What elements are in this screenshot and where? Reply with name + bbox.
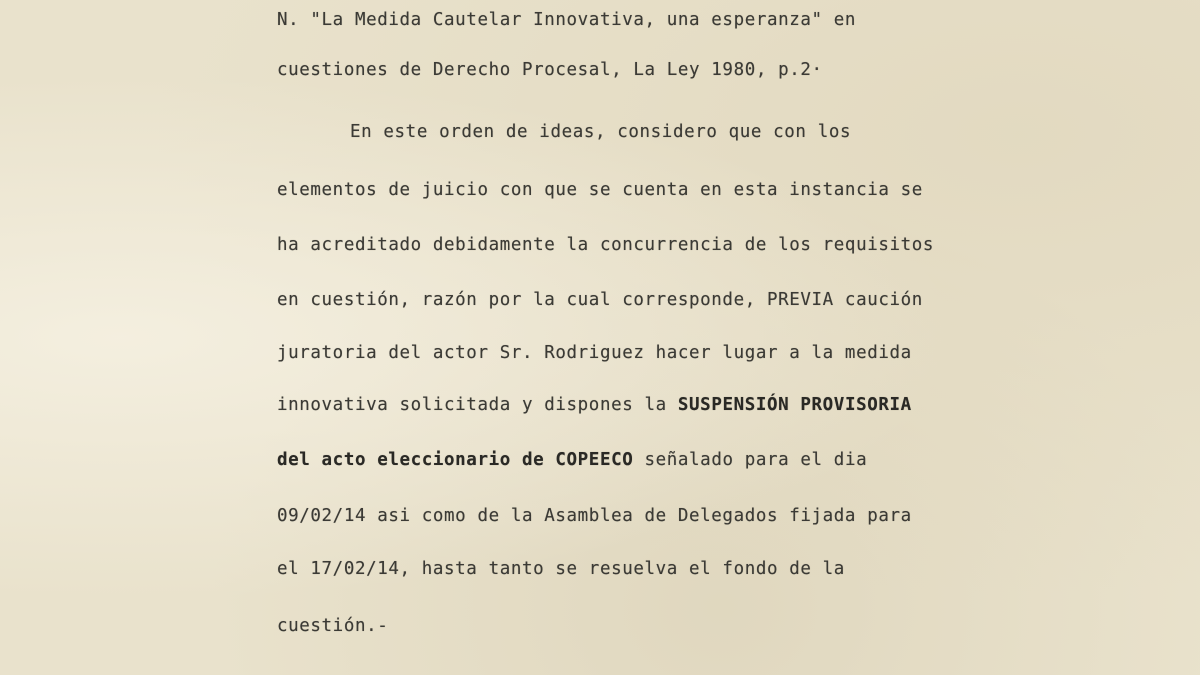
text-line: 09/02/14 asi como de la Asamblea de Delegados fijada para (277, 506, 912, 526)
text-segment: innovativa solicitada y dispones la (277, 395, 667, 415)
bold-emphasis: del acto eleccionario de COPEECO (277, 450, 634, 470)
text-line-with-bold (277, 393, 1149, 417)
text-line: elementos de juicio con que se cuenta en esta instancia se (277, 180, 923, 200)
text-line: N. "La Medida Cautelar Innovativa, una esperanza" en (277, 10, 857, 30)
text-line-with-bold (277, 448, 1149, 472)
text-line: cuestión.- (277, 616, 389, 636)
text-line: cuestiones de Derecho Procesal, La Ley 1980, p.2· (277, 60, 823, 80)
paragraph-first-line: En este orden de ideas, considero que con los (350, 122, 852, 142)
text-line: ha acreditado debidamente la concurrencia de los requisitos (277, 235, 935, 255)
text-line: el 17/02/14, hasta tanto se resuelva el fondo de la (277, 559, 845, 579)
text-segment: señalado para el dia (644, 450, 868, 470)
text-line: en cuestión, razón por la cual corresponde, PREVIA caución (277, 290, 923, 310)
bold-emphasis: SUSPENSIÓN PROVISORIA (677, 395, 912, 415)
text-line: juratoria del actor Sr. Rodriguez hacer lugar a la medida (277, 343, 912, 363)
